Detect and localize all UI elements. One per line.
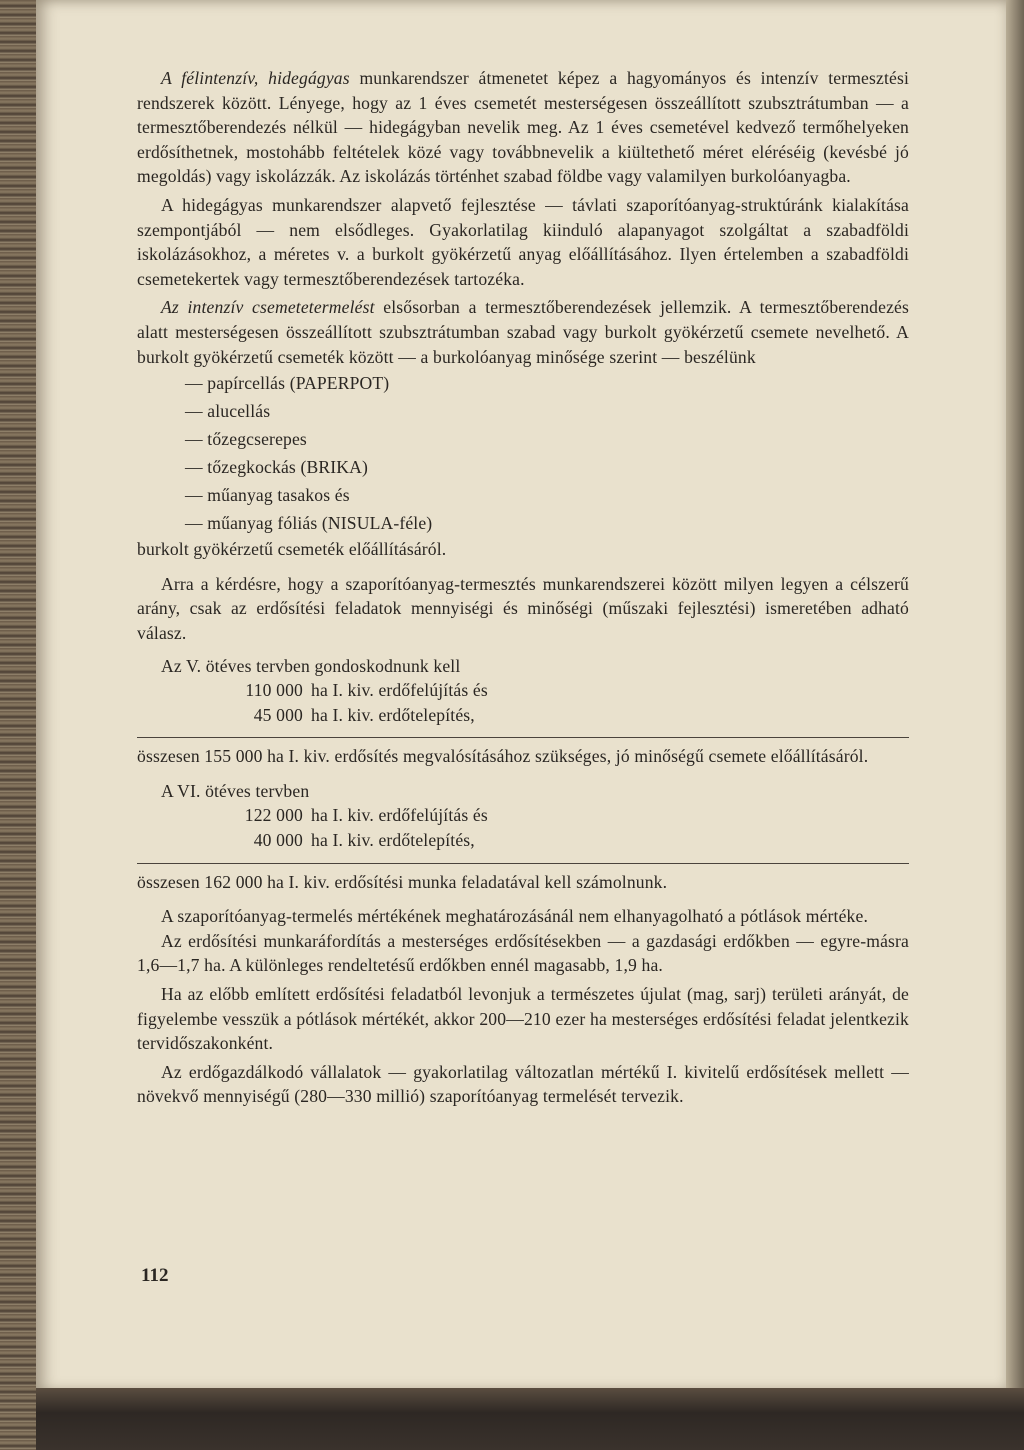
plan-6-total: összesen 162 000 ha I. kiv. erdősítési munka feladatával kell számolnunk. [137, 871, 668, 892]
plan-6-row-text: ha I. kiv. erdőfelújítás és [311, 805, 488, 826]
plan-6-row-number: 122 000 [244, 805, 303, 826]
list-item: — alucellás [185, 401, 271, 422]
plan-6-lead: A VI. ötéves tervben [161, 780, 310, 801]
page-right-edge [1006, 0, 1024, 1392]
list-item: — műanyag fóliás (NISULA-féle) [185, 513, 433, 534]
plan-6-row-text: ha I. kiv. erdőtelepítés, [311, 830, 475, 851]
list-item: — papírcellás (PAPERPOT) [185, 373, 390, 394]
paragraph-4: Arra a kérdésre, hogy a szaporítóanyag-termesztés munkarendszerei között milyen legyen a célszerű arány, csak az erdősítési feladatok mennyiségi és minőségi (műszaki fejlesztési) ismeretében adható válasz. [137, 573, 909, 643]
plan-5-row [137, 678, 909, 703]
plan-5-lead: Az V. ötéves tervben gondoskodnunk kell [161, 655, 461, 676]
plan-5-total: összesen 155 000 ha I. kiv. erdősítés megvalósításához szükséges, jó minőségű csemete előállításáról. [137, 746, 869, 767]
paragraph-2: A hidegágyas munkarendszer alapvető fejlesztése — távlati szaporítóanyag-struktúránk kialakítása szempontjából — nem elsődleges. Gyakorlatilag kiinduló alapanyagot szolgáltat a szabadföldi iskolázásokhoz, a méretes v. a burkolt gyökérzetű anyag előállításához. Ilyen értelemben a szabadföldi csemetekertek vagy termesztőberendezések tartozéka. [137, 194, 909, 289]
scan-bottom-strip [36, 1388, 1024, 1450]
plan-5-row-number: 45 000 [253, 704, 303, 725]
sum-rule [137, 737, 909, 738]
paragraph-9: Ha az előbb említett erdősítési feladatból levonjuk a természetes újulat (mag, sarj) területi arányát, de figyelembe vesszük a pótlások mértékét, akkor 200—210 ezer ha mesterséges erdősítési feladat jelentkezik tervidőszakonként. [137, 984, 909, 1054]
plan-5-row-text: ha I. kiv. erdőfelújítás és [311, 680, 488, 701]
plan-6-row [137, 803, 909, 828]
paragraph-3-text: elsősorban a termesztőberendezések jellemzik. A termesztőberendezés alatt mesterségesen összeállított szubsztrátumban szabad vagy burkolt gyökérzetű csemete nevelhető. A burkolt gyökérzetű csemeték között — a burkolóanyag minősége szerint — beszélünk [137, 297, 909, 367]
paragraph-3 [137, 295, 909, 369]
container-type-list [137, 369, 909, 537]
plan-5-row [137, 703, 909, 728]
list-conclusion: burkolt gyökérzetű csemeték előállításáról. [137, 539, 447, 560]
paragraph-10: Az erdőgazdálkodó vállalatok — gyakorlatilag változatlan mértékű I. kivitelű erdősítések mellett — növekvő mennyiségű (280—330 millió) szaporítóanyag termelését tervezik. [137, 1061, 909, 1107]
paragraph-7: A szaporítóanyag-termelés mértékének meghatározásánál nem elhanyagolható a pótlások mértéke. [161, 906, 868, 927]
book-binding [0, 0, 40, 1450]
sum-rule [137, 863, 909, 864]
list-item: — tőzegcserepes [185, 429, 307, 450]
page-body [137, 66, 909, 1109]
paragraph-8: Az erdősítési munkaráfordítás a mesterséges erdősítésekben — a gazdasági erdőkben — egyre-másra 1,6—1,7 ha. A különleges rendeltetésű erdőkben ennél magasabb, 1,9 ha. [137, 930, 909, 976]
paragraph-1-text: munkarendszer átmenetet képez a hagyományos és intenzív termesztési rendszerek között. Lényege, hogy az 1 éves csemetét mesterségesen összeállított szubsztrátumban — a termesztőberendezés nélkül — hidegágyban nevelik meg. Az 1 éves csemetével kedvező termőhelyeken erdősíthetnek, mostohább feltételek közé vagy továbbnevelik a kiültethető méret eléréséig (kevésbé jó megoldás) vagy iskolázzák. Az iskolázás történhet szabad földbe vagy valamilyen burkolóanyagba. [137, 68, 909, 187]
paragraph-1 [137, 66, 909, 189]
plan-5-row-number: 110 000 [245, 680, 303, 701]
paragraph-3-emphasis: Az intenzív csemetetermelést [161, 297, 375, 318]
list-item: — műanyag tasakos és [185, 485, 350, 506]
plan-5-row-text: ha I. kiv. erdőtelepítés, [311, 704, 475, 725]
page-number: 112 [141, 1265, 169, 1286]
list-item: — tőzegkockás (BRIKA) [185, 457, 368, 478]
paragraph-1-emphasis: A félintenzív, hidegágyas [161, 68, 350, 88]
plan-6-row-number: 40 000 [253, 830, 303, 851]
plan-6-row [137, 828, 909, 853]
